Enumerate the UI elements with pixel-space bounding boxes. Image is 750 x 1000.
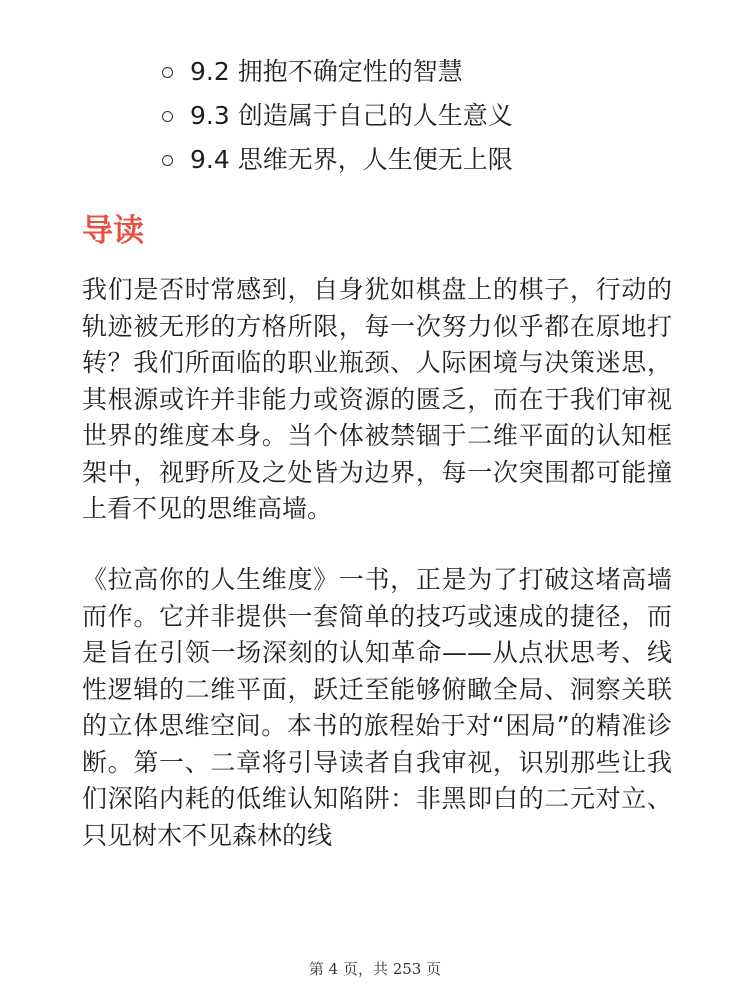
body-paragraph: 《拉高你的人生维度》一书，正是为了打破这堵高墙而作。它并非提供一套简单的技巧或速成的捷径，而是旨在引领一场深刻的认知革命——从点状思考、线性逻辑的二维平面，跃迁至能够俯瞰全局、洞察关联的立体思维空间。本书的旅程始于对“困局”的精准诊断。第一、二章将引导读者自我审视，识别那些让我们深陷内耗的低维认知陷阱：非黑即白的二元对立、只见树木不见森林的线 bbox=[82, 565, 672, 850]
body-paragraph: 我们是否时常感到，自身犹如棋盘上的棋子，行动的轨迹被无形的方格所限，每一次努力似乎都在原地打转？我们所面临的职业瓶颈、人际困境与决策迷思，其根源或许并非能力或资源的匮乏，而在于我们审视世界的维度本身。当个体被禁锢于二维平面的认知框架中，视野所及之处皆为边界，每一次突围都可能撞上看不见的思维高墙。 bbox=[82, 275, 672, 523]
page-number: 第 4 页，共 253 页 bbox=[308, 960, 442, 978]
circle-bullet-icon bbox=[162, 67, 173, 78]
toc-list bbox=[162, 50, 513, 182]
toc-item[interactable] bbox=[162, 138, 513, 182]
toc-item[interactable] bbox=[162, 94, 513, 138]
toc-item[interactable] bbox=[162, 50, 513, 94]
toc-item-label: 9.2 拥抱不确定性的智慧 bbox=[190, 57, 463, 86]
toc-item-label: 9.4 思维无界，人生便无上限 bbox=[190, 145, 513, 174]
section-heading: 导读 bbox=[82, 213, 144, 249]
toc-item-label: 9.3 创造属于自己的人生意义 bbox=[190, 101, 513, 130]
circle-bullet-icon bbox=[162, 111, 173, 122]
circle-bullet-icon bbox=[162, 155, 173, 166]
